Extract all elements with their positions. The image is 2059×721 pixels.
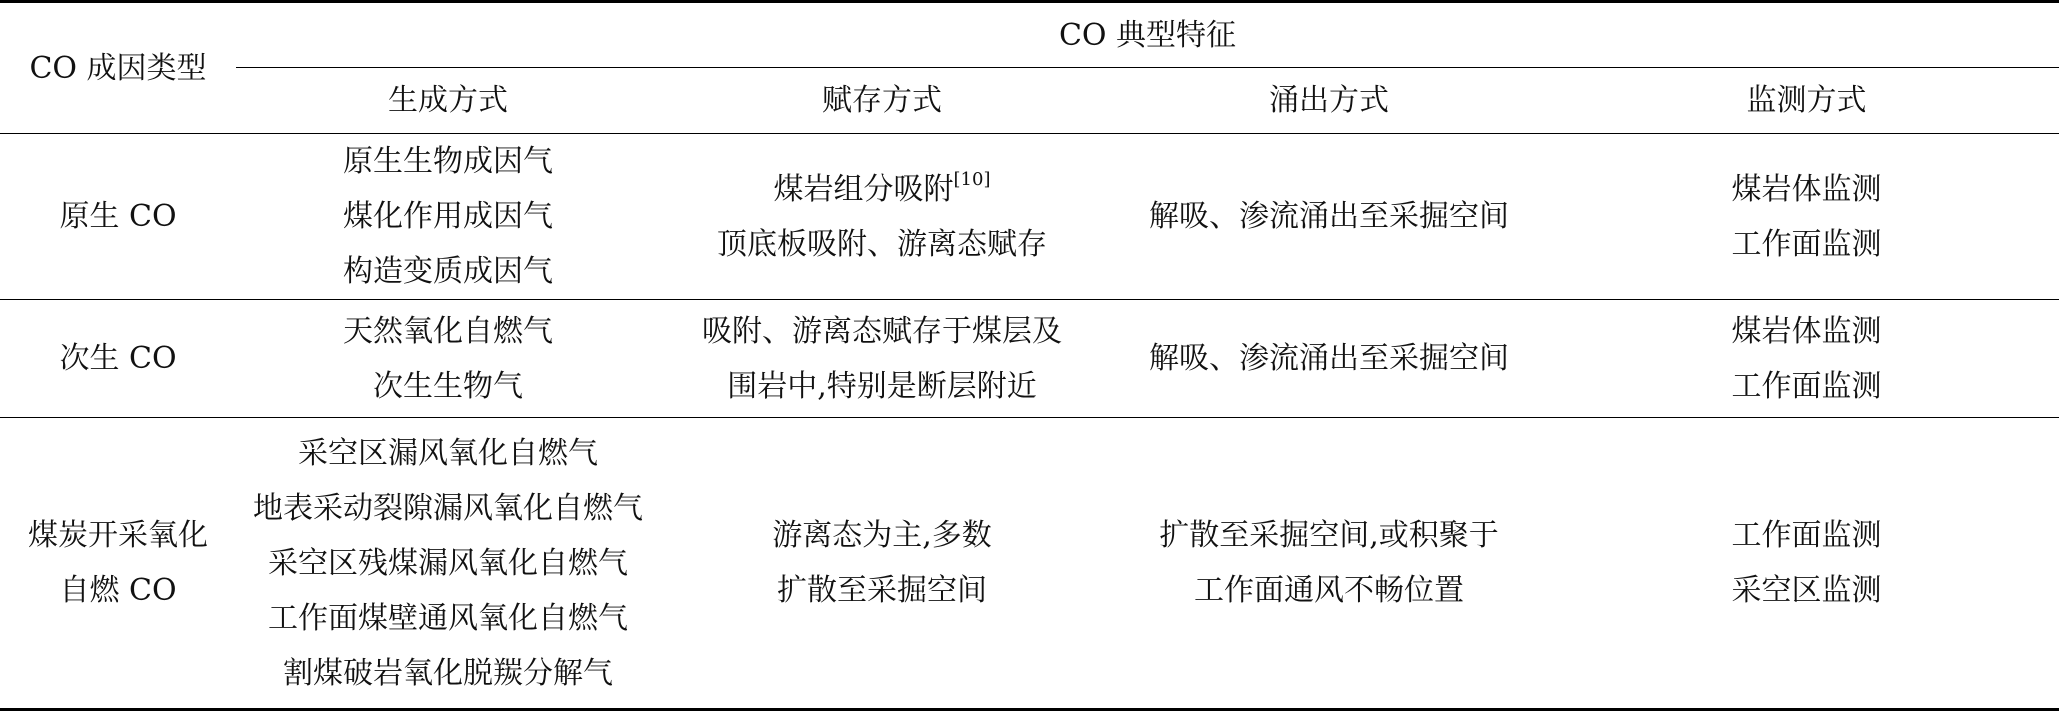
- occurrence-cell: [660, 418, 1104, 710]
- generation-item: 构造变质成因气: [343, 254, 553, 289]
- occurrence-line: [660, 162, 1104, 217]
- monitoring-line: 工作面监测: [1731, 368, 1882, 404]
- generation-item: 天然氧化自燃气: [343, 313, 553, 349]
- header-occurrence: 赋存方式: [822, 83, 942, 118]
- type-label: 次生 CO: [59, 341, 177, 376]
- occurrence-line: 顶底板吸附、游离态赋存: [717, 226, 1047, 262]
- emission-cell: [1104, 134, 1554, 300]
- header-type: CO 成因类型: [0, 2, 236, 134]
- generation-cell: [236, 134, 660, 300]
- header-row-main: [0, 2, 2059, 68]
- generation-item: 工作面煤壁通风氧化自燃气: [268, 600, 628, 636]
- type-cell: [0, 134, 236, 300]
- table-row: [0, 300, 2059, 418]
- emission-cell: [1104, 300, 1554, 418]
- reference-mark: [10]: [953, 168, 991, 190]
- generation-item: 煤化作用成因气: [343, 199, 553, 234]
- type-cell: [0, 418, 236, 710]
- occurrence-cell: [660, 134, 1104, 300]
- header-row-sub: [0, 68, 2059, 134]
- type-label: 煤炭开采氧化: [28, 518, 208, 553]
- type-label: 自燃 CO: [59, 573, 177, 608]
- occurrence-line: 扩散至采掘空间: [777, 573, 987, 608]
- generation-item: 原生生物成因气: [343, 144, 553, 179]
- header-group: CO 典型特征: [236, 2, 2059, 68]
- monitoring-line: 工作面监测: [1731, 518, 1882, 553]
- monitoring-cell: [1554, 134, 2059, 300]
- monitoring-line: 煤岩体监测: [1731, 313, 1882, 349]
- monitoring-line: 工作面监测: [1731, 226, 1882, 262]
- table-row: [0, 418, 2059, 710]
- emission-line: 扩散至采掘空间,或积聚于: [1159, 518, 1499, 553]
- table-row: [0, 134, 2059, 300]
- generation-item: 割煤破岩氧化脱羰分解气: [283, 655, 613, 691]
- emission-line: 解吸、渗流涌出至采掘空间: [1149, 199, 1509, 234]
- generation-item: 采空区残煤漏风氧化自燃气: [268, 545, 628, 581]
- generation-cell: [236, 418, 660, 710]
- occurrence-line: 游离态为主,多数: [772, 518, 992, 553]
- occurrence-line: 吸附、游离态赋存于煤层及: [702, 313, 1062, 349]
- header-monitoring: 监测方式: [1746, 83, 1867, 118]
- type-cell: [0, 300, 236, 418]
- emission-line: 解吸、渗流涌出至采掘空间: [1149, 341, 1509, 376]
- occurrence-line: 围岩中,特别是断层附近: [727, 368, 1037, 404]
- generation-item: 次生生物气: [373, 368, 523, 404]
- monitoring-cell: [1554, 418, 2059, 710]
- monitoring-line: 煤岩体监测: [1731, 171, 1882, 207]
- header-generation: 生成方式: [388, 83, 508, 118]
- generation-cell: [236, 300, 660, 418]
- emission-cell: [1104, 418, 1554, 710]
- generation-item: 采空区漏风氧化自燃气: [298, 435, 598, 471]
- monitoring-cell: [1554, 300, 2059, 418]
- type-label: 原生 CO: [59, 199, 177, 234]
- header-emission: 涌出方式: [1269, 83, 1389, 118]
- occurrence-text: 煤岩组分吸附: [773, 171, 954, 207]
- occurrence-cell: [660, 300, 1104, 418]
- emission-line: 工作面通风不畅位置: [1194, 573, 1464, 608]
- generation-item: 地表采动裂隙漏风氧化自燃气: [253, 490, 643, 526]
- monitoring-line: 采空区监测: [1731, 573, 1882, 608]
